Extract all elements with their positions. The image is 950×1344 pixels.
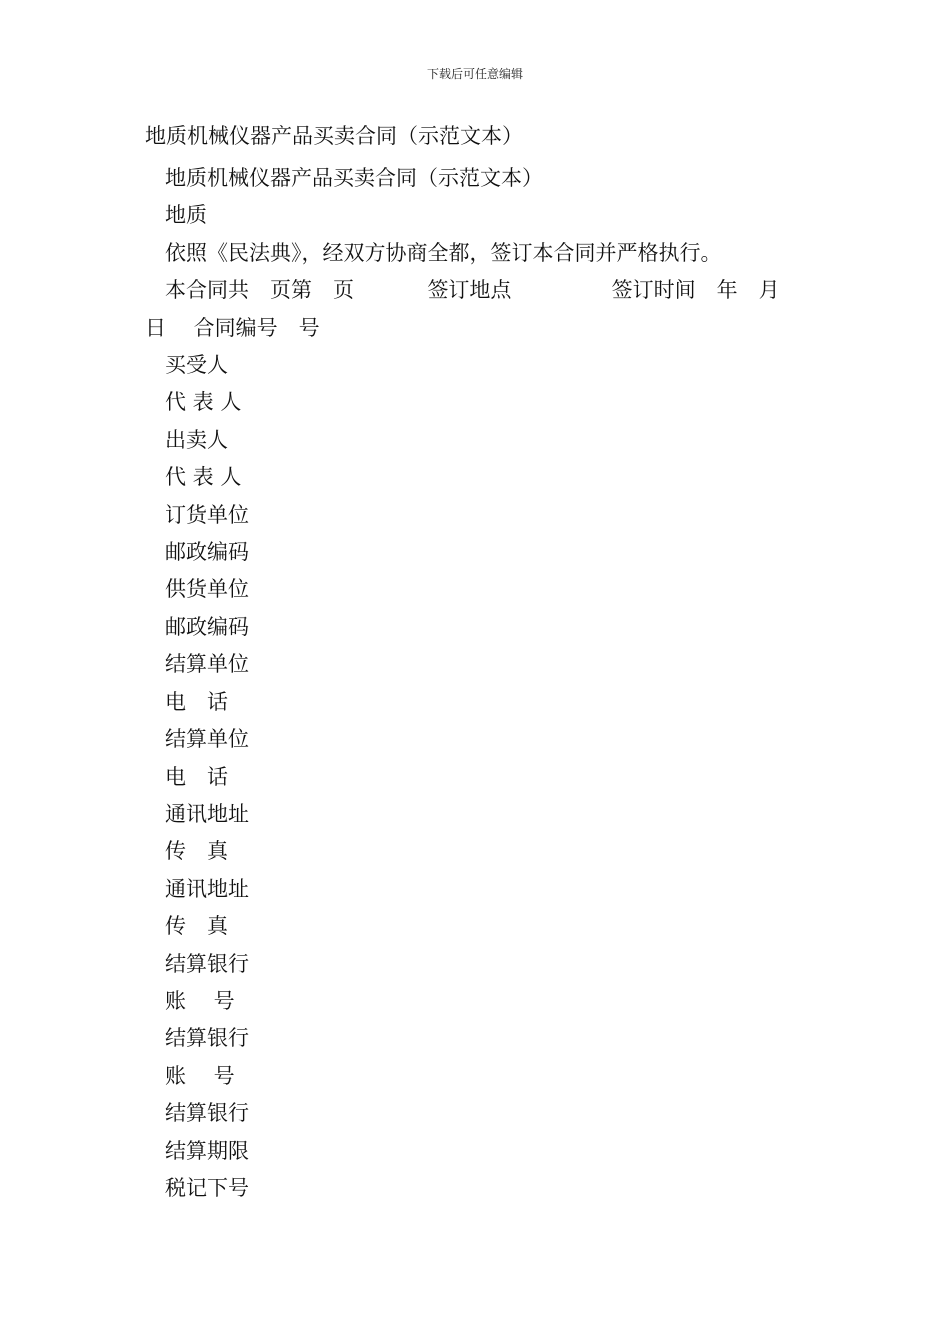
intro-word: 地质 xyxy=(165,203,207,228)
document-body xyxy=(145,160,810,1207)
legal-basis-paragraph: 依照《民法典》，经双方协商全都，签订本合同并严格执行。 xyxy=(165,240,722,265)
signing-info-paragraph xyxy=(145,272,810,347)
field-mailing-address: 通讯地址 xyxy=(165,876,249,901)
field-account-number: 账 号 xyxy=(165,988,235,1013)
page-count-text: 本合同共 页第 页 xyxy=(165,278,354,303)
field-mailing-address: 通讯地址 xyxy=(165,801,249,826)
field-telephone: 电 话 xyxy=(165,689,228,714)
field-fax: 传 真 xyxy=(165,914,228,939)
field-ordering-unit: 订货单位 xyxy=(165,502,249,527)
field-settlement-bank: 结算银行 xyxy=(165,951,249,976)
signing-time-label: 签订时间 年 月 xyxy=(611,278,780,303)
document-subtitle: 地质机械仪器产品买卖合同（示范文本） xyxy=(165,166,543,190)
field-settlement-unit: 结算单位 xyxy=(165,727,249,752)
field-seller-representative: 代 表 人 xyxy=(165,465,242,490)
field-settlement-unit: 结算单位 xyxy=(165,652,249,677)
field-supplying-unit: 供货单位 xyxy=(165,577,249,602)
signing-place-label: 签订地点 xyxy=(427,278,512,303)
field-buyer-representative: 代 表 人 xyxy=(165,390,242,415)
field-postal-code: 邮政编码 xyxy=(165,540,249,565)
party-fields-list xyxy=(145,347,810,1207)
field-seller: 出卖人 xyxy=(165,427,228,452)
field-settlement-bank: 结算银行 xyxy=(165,1101,249,1126)
field-fax: 传 真 xyxy=(165,839,228,864)
field-account-number: 账 号 xyxy=(165,1063,235,1088)
field-buyer: 买受人 xyxy=(165,353,228,378)
document-title: 地质机械仪器产品买卖合同（示范文本） xyxy=(145,124,523,148)
field-tax-registration-number: 税记下号 xyxy=(165,1175,249,1200)
field-telephone: 电 话 xyxy=(165,764,228,789)
field-settlement-period: 结算期限 xyxy=(165,1138,249,1163)
contract-number-label: 日 合同编号 号 xyxy=(145,315,320,340)
page-header: 下载后可任意编辑 xyxy=(426,67,523,81)
field-settlement-bank: 结算银行 xyxy=(165,1026,249,1051)
field-postal-code: 邮政编码 xyxy=(165,614,249,639)
